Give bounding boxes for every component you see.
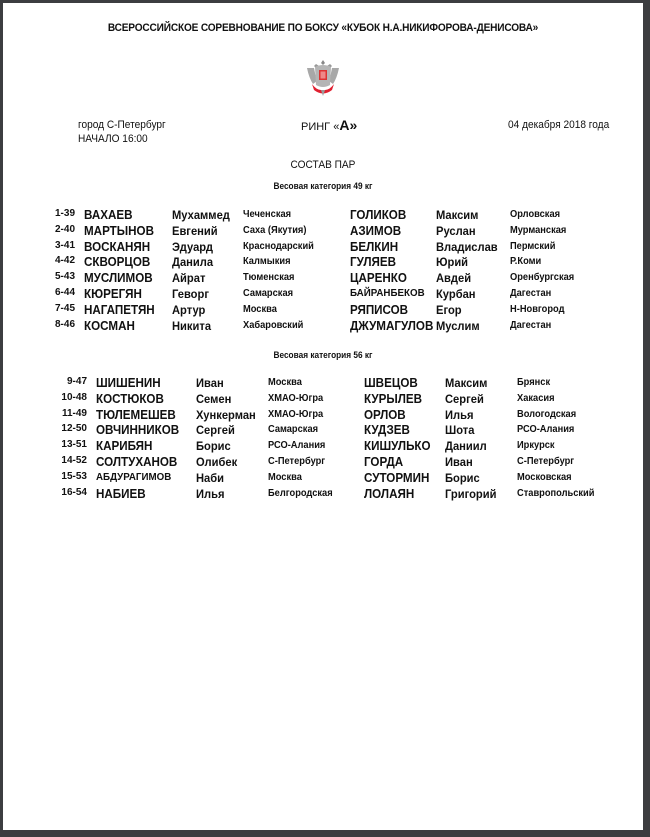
pair-number: 9-47 xyxy=(66,376,87,387)
fighter-a-region: Самарская xyxy=(268,424,319,436)
pair-number: 14-52 xyxy=(61,455,87,466)
fighter-b-surname: СУТОРМИН xyxy=(364,470,430,485)
russian-coat-of-arms-icon xyxy=(304,58,342,98)
fighter-b-surname: ГУЛЯЕВ xyxy=(350,255,397,270)
fighter-b-surname: АЗИМОВ xyxy=(350,223,402,238)
fighter-a-region: Чеченская xyxy=(243,209,292,220)
fighter-b-name: Авдей xyxy=(436,271,472,286)
fighter-b-name: Борис xyxy=(445,470,480,485)
fighter-a-surname: МУСЛИМОВ xyxy=(84,271,153,286)
fighter-b-surname: РЯПИСОВ xyxy=(350,302,409,317)
fighter-b-name: Муслим xyxy=(436,318,480,333)
ring-letter: А xyxy=(339,117,350,133)
pair-number: 15-53 xyxy=(61,470,87,482)
fighter-a-name: Илья xyxy=(196,486,225,501)
fighter-a-region: Москва xyxy=(243,303,277,315)
fighter-a-region: Калмыкия xyxy=(243,256,291,268)
ring-label xyxy=(301,117,357,133)
fighter-b-name: Максим xyxy=(436,208,479,222)
fighter-b-region: Дагестан xyxy=(510,288,552,299)
fighter-b-name: Иван xyxy=(445,455,473,469)
fighter-b-surname: ОРЛОВ xyxy=(364,407,406,422)
pair-row xyxy=(3,319,643,335)
fighter-a-region: Краснодарский xyxy=(243,240,314,252)
pair-row xyxy=(3,423,643,439)
weight-category-title: Весовая категория 49 кг xyxy=(273,181,373,191)
date-label: 04 декабря 2018 года xyxy=(508,119,610,131)
fighter-a-name: Борис xyxy=(196,439,231,454)
fighter-b-region: Н-Новгород xyxy=(510,303,565,315)
pair-row xyxy=(3,408,643,424)
fighter-b-name: Григорий xyxy=(445,486,497,501)
fighter-a-surname: ОВЧИННИКОВ xyxy=(96,423,180,438)
fighter-b-surname: ЦАРЕНКО xyxy=(350,271,407,286)
fighter-b-name: Даниил xyxy=(445,439,487,454)
fighter-b-name: Егор xyxy=(436,302,462,317)
fighter-b-surname: КИШУЛЬКО xyxy=(364,439,431,454)
pair-row xyxy=(3,208,643,224)
pair-row xyxy=(3,439,643,455)
fighter-a-region: С-Петербург xyxy=(268,456,326,467)
fighter-a-region: Москва xyxy=(268,377,302,388)
pair-row xyxy=(3,240,643,256)
fighter-a-name: Геворг xyxy=(172,287,209,301)
fighter-b-region: Р.Коми xyxy=(510,256,542,268)
pair-number: 2-40 xyxy=(54,223,75,235)
fighter-a-name: Данила xyxy=(172,255,214,270)
fighter-a-region: ХМАО-Югра xyxy=(268,392,324,404)
pair-row xyxy=(3,487,643,503)
document-page xyxy=(3,3,643,830)
fighter-b-region: Хакасия xyxy=(517,392,555,404)
fighter-a-surname: ВОСКАНЯН xyxy=(84,239,151,254)
fighter-b-region: Орловская xyxy=(510,209,561,220)
pair-number: 4-42 xyxy=(54,255,75,267)
fighter-a-surname: НАБИЕВ xyxy=(96,486,146,501)
fighter-a-region: Саха (Якутия) xyxy=(243,224,307,236)
fighter-a-region: РСО-Алания xyxy=(268,440,326,452)
weight-category-title: Весовая категория 56 кг xyxy=(273,350,373,360)
pair-row xyxy=(3,471,643,487)
pair-number: 8-46 xyxy=(54,318,75,330)
fighter-b-name: Шота xyxy=(445,423,475,438)
fighter-a-surname: АБДУРАГИМОВ xyxy=(96,470,172,483)
fighter-a-surname: ТЮЛЕМЕШЕВ xyxy=(96,407,176,422)
pair-row xyxy=(3,392,643,408)
fighter-b-name: Максим xyxy=(445,376,488,390)
fighter-a-name: Артур xyxy=(172,302,206,317)
city-label: город С-Петербург xyxy=(78,119,166,131)
pair-number: 12-50 xyxy=(61,423,87,435)
fighter-b-surname: ДЖУМАГУЛОВ xyxy=(350,318,434,333)
fighter-b-region: Мурманская xyxy=(510,224,567,236)
fighter-a-name: Иван xyxy=(196,376,224,390)
fighter-a-surname: МАРТЫНОВ xyxy=(84,223,154,238)
fighter-a-region: ХМАО-Югра xyxy=(268,408,324,420)
fighter-a-surname: СКВОРЦОВ xyxy=(84,255,151,270)
fighter-b-name: Курбан xyxy=(436,287,476,301)
fighter-b-region: Оренбургская xyxy=(510,272,575,284)
fighter-b-region: Брянск xyxy=(517,377,551,388)
fighter-a-name: Айрат xyxy=(172,271,206,286)
fighter-a-region: Москва xyxy=(268,471,302,483)
ring-prefix: РИНГ « xyxy=(301,121,340,133)
fighter-b-surname: БЕЛКИН xyxy=(350,239,399,254)
pair-row xyxy=(3,271,643,287)
fighter-a-region: Белгородская xyxy=(268,487,333,499)
pair-row xyxy=(3,455,643,471)
pair-number: 6-44 xyxy=(54,287,75,298)
fighter-b-region: Ставропольский xyxy=(517,487,595,499)
fighter-a-name: Никита xyxy=(172,318,212,333)
fighter-b-name: Владислав xyxy=(436,239,498,254)
pair-row xyxy=(3,255,643,271)
start-time-label: НАЧАЛО 16:00 xyxy=(78,133,148,145)
fighter-a-name: Мухаммед xyxy=(172,208,230,222)
fighter-a-surname: КОСТЮКОВ xyxy=(96,391,164,406)
fighter-a-region: Хабаровский xyxy=(243,319,304,331)
pair-number: 1-39 xyxy=(54,208,75,219)
fighter-a-name: Евгений xyxy=(172,223,218,238)
fighter-b-region: РСО-Алания xyxy=(517,424,575,436)
fighter-a-surname: СОЛТУХАНОВ xyxy=(96,455,178,469)
fighter-b-region: С-Петербург xyxy=(517,456,575,467)
fighter-b-surname: ШВЕЦОВ xyxy=(364,376,418,390)
pair-number: 7-45 xyxy=(54,302,75,314)
fighter-b-region: Вологодская xyxy=(517,408,577,420)
fighter-a-name: Сергей xyxy=(196,423,235,438)
pair-row xyxy=(3,303,643,319)
document-title: ВСЕРОССИЙСКОЕ СОРЕВНОВАНИЕ ПО БОКСУ «КУБОК Н.А.НИКИФОРОВА-ДЕНИСОВА» xyxy=(107,22,539,34)
fighter-a-surname: КЮРЕГЯН xyxy=(84,287,142,301)
fighter-b-surname: ГОЛИКОВ xyxy=(350,208,407,222)
pair-row xyxy=(3,224,643,240)
fighter-b-region: Дагестан xyxy=(510,319,552,331)
fighter-a-surname: ВАХАЕВ xyxy=(84,208,133,222)
fighter-b-surname: КУДЗЕВ xyxy=(364,423,410,438)
fighter-b-region: Московская xyxy=(517,471,572,483)
pair-row xyxy=(3,287,643,303)
fighter-a-surname: ШИШЕНИН xyxy=(96,376,161,390)
fighter-b-region: Пермский xyxy=(510,240,556,252)
pair-row xyxy=(3,376,643,392)
fighter-b-region: Иркурск xyxy=(517,440,555,452)
fighter-a-surname: КОСМАН xyxy=(84,318,135,333)
pair-number: 11-49 xyxy=(61,407,87,419)
fighter-b-name: Сергей xyxy=(445,391,484,406)
fighter-a-region: Тюменская xyxy=(243,272,295,284)
pair-number: 3-41 xyxy=(54,239,75,251)
pair-number: 5-43 xyxy=(54,271,75,283)
pair-number: 13-51 xyxy=(61,439,87,451)
pairs-heading: СОСТАВ ПАР xyxy=(290,159,356,171)
fighter-a-surname: НАГАПЕТЯН xyxy=(84,302,155,317)
fighter-a-name: Наби xyxy=(196,470,225,485)
fighter-a-surname: КАРИБЯН xyxy=(96,439,153,454)
fighter-b-surname: КУРЫЛЕВ xyxy=(364,391,423,406)
fighter-b-name: Юрий xyxy=(436,255,469,270)
fighter-a-name: Семен xyxy=(196,391,232,406)
fighter-b-name: Руслан xyxy=(436,223,476,238)
fighter-b-surname: БАЙРАНБЕКОВ xyxy=(350,287,425,299)
pair-number: 10-48 xyxy=(61,391,87,403)
fighter-b-name: Илья xyxy=(445,407,474,422)
fighter-b-surname: ГОРДА xyxy=(364,455,404,469)
pair-number: 16-54 xyxy=(61,486,87,498)
fighter-a-name: Олибек xyxy=(196,455,238,469)
fighter-a-name: Хункерман xyxy=(196,407,256,422)
fighter-a-name: Эдуард xyxy=(172,239,213,254)
fighter-b-surname: ЛОЛАЯН xyxy=(364,486,415,501)
ring-close-quote: » xyxy=(349,117,358,133)
fighter-a-region: Самарская xyxy=(243,288,294,299)
